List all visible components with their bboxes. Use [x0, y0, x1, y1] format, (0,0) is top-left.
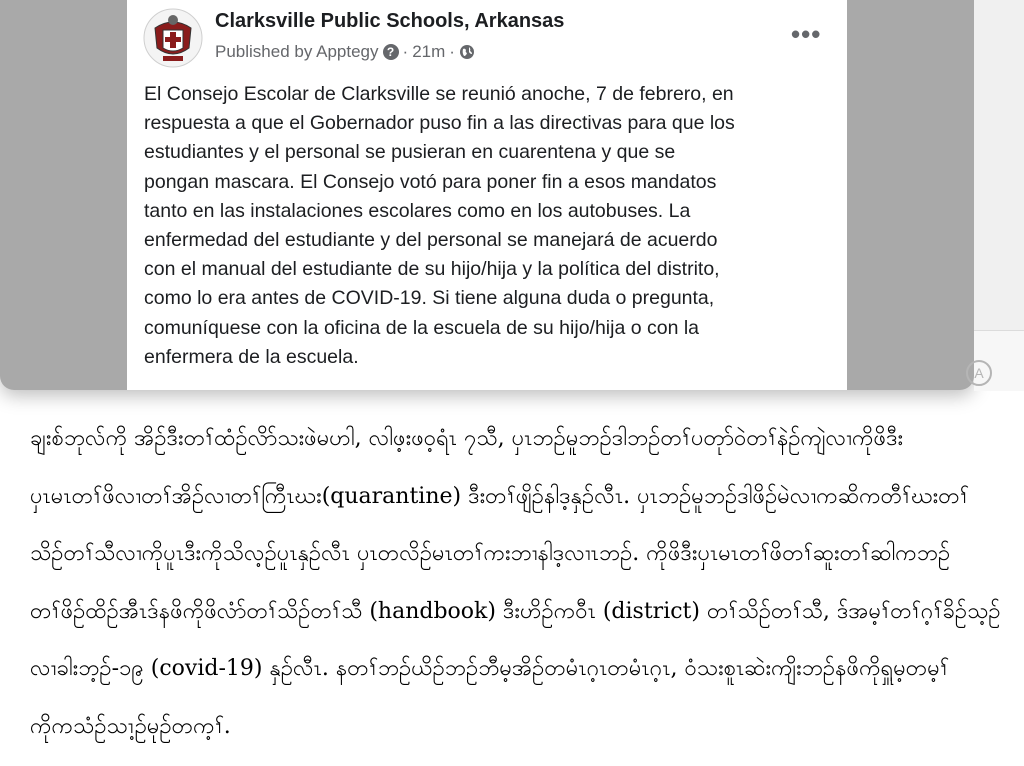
- post-line: enfermedad del estudiante y del personal se manejará de acuerdo: [144, 229, 718, 252]
- translation-line: ပှၤမၤတၢ်ဖိလၢတၢ်အိဉ်လၢတၢ်ကြီၤဃး(quarantine) ဒီးတၢ်ဖျိဉ်နါဒ့နှဉ်လီၤ. ပှၤဘဉ်မူဘဉ်ဒါဖိဉ်မဲလၢကဆိကတီၢ်ဃးတၢ်: [30, 483, 969, 509]
- translation-line: ကိုကသံဉ်သၢ့ဉ်မုဉ်တက့ၢ်.: [30, 713, 231, 739]
- more-options-icon[interactable]: •••: [791, 19, 822, 49]
- post-line: como lo era antes de COVID-19. Si tiene alguna duda o pregunta,: [144, 287, 715, 310]
- facebook-post-card: [127, 0, 847, 390]
- translation-line: လၢခါးဘ့ဉ်-၁၉ (covid-19) နှဉ်လီၤ. နတၢ်ဘဉ်ယိဉ်ဘဉ်ဘီမ့အိဉ်တမံၤဂ့ၤတမံၤဂ့ၤ, ဝံသးစူၤဆဲးကျိးဘဉ်နဖိကိုရှူမ့တမ့ၢ်: [30, 656, 949, 681]
- post-line: estudiantes y el personal se pusieran en cuarentena y que se: [144, 141, 676, 164]
- post-line: respuesta a que el Gobernador puso fin a las directivas para que los: [144, 112, 735, 135]
- post-body: [144, 80, 834, 372]
- post-meta: [215, 42, 475, 62]
- post-line: El Consejo Escolar de Clarksville se reunió anoche, 7 de febrero, en: [144, 83, 734, 105]
- school-crest-logo: [143, 8, 203, 68]
- translation-line: သိဉ်တၢ်သီလၢကိုပူၤဒီးကိုသိလ့ဉ်ပူၤနှဉ်လီၤ ပှၤတလိဉ်မၤတၢ်ကးဘၢနါဒ့လၢၤဘဉ်. ကိုဖိဒီးပှၤမၤတၢ်ဖိတၢ်ဆူးတၢ်ဆါကဘဉ်: [30, 541, 951, 566]
- post-line: comuníquese con la oficina de la escuela de su hijo/hija o con la: [144, 316, 700, 339]
- published-by: Published by Apptegy: [215, 42, 379, 61]
- accessibility-icon[interactable]: A: [966, 360, 992, 386]
- page-avatar[interactable]: [143, 8, 203, 68]
- translation-line: တၢ်ဖိဉ်ထိဉ်အီၤဒ်နဖိကိုဖိလံာ်တၢ်သိဉ်တၢ်သီ (handbook) ဒီးဟိဉ်ကဝီၤ (district) တၢ်သိဉ်တၢ်သီ, ဒ်အမ့ၢ်တၢ်ဂ့ၢ်ခိဉ်သ့ဉ်: [30, 598, 1001, 624]
- question-icon[interactable]: ?: [383, 44, 399, 60]
- post-line: tanto en las instalaciones escolares como en los autobuses. La: [144, 199, 691, 222]
- post-line: con el manual del estudiante de su hijo/hija y la política del distrito,: [144, 258, 720, 281]
- meta-separator: ·: [402, 42, 409, 61]
- meta-separator-2: ·: [449, 42, 455, 61]
- translation-line: ချးစ်ဘုလ်ကို အိဉ်ဒီးတၢ်ထံဉ်လိာ်သးဖဲမဟါ, လါဖ့းဖဝ့ရံၤ ၇သီ, ပှၤဘဉ်မူဘဉ်ဒါဘဉ်တၢ်ပတုာ်ဝဲတၢ်နဲဉ်ကျဲလၢကိုဖိဒီး: [30, 426, 904, 451]
- post-line: enfermera de la escuela.: [144, 345, 359, 368]
- globe-icon: [459, 44, 475, 60]
- translation-text: [30, 410, 1010, 755]
- post-time[interactable]: 21m: [412, 42, 446, 61]
- page-name[interactable]: Clarksville Public Schools, Arkansas: [215, 10, 565, 32]
- post-line: pongan mascara. El Consejo votó para poner fin a esos mandatos: [144, 170, 717, 193]
- background-panel: [974, 0, 1024, 330]
